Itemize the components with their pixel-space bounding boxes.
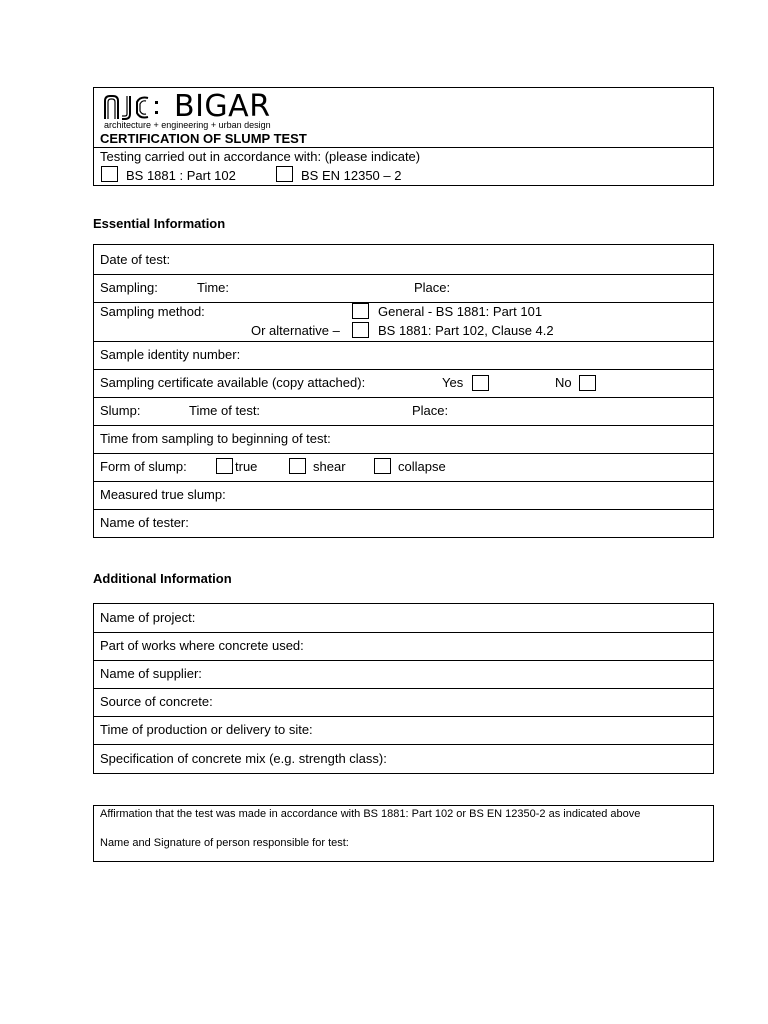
bsen12350-option-label: BS EN 12350 – 2 (301, 168, 402, 183)
form-true-checkbox[interactable] (216, 458, 233, 474)
additional-row-label: Specification of concrete mix (e.g. strength class): (100, 751, 387, 766)
additional-row-label: Time of production or delivery to site: (100, 722, 313, 737)
name-of-tester-label: Name of tester: (100, 515, 189, 530)
time-of-test-label: Time of test: (189, 403, 261, 418)
certificate-no-checkbox[interactable] (579, 375, 596, 391)
slump-label: Slump: (100, 403, 141, 418)
essential-table (93, 244, 714, 538)
form-shear-label: shear (313, 459, 346, 474)
yes-label: Yes (442, 375, 464, 390)
logo-tagline: architecture + engineering + urban design (104, 120, 271, 130)
row-divider (94, 341, 713, 342)
additional-row-label: Part of works where concrete used: (100, 638, 304, 653)
form-shear-checkbox[interactable] (289, 458, 306, 474)
bs1881-option-label: BS 1881 : Part 102 (126, 168, 236, 183)
form-title: CERTIFICATION OF SLUMP TEST (100, 131, 307, 146)
bs1881-checkbox[interactable] (101, 166, 118, 182)
row-divider (94, 369, 713, 370)
additional-heading: Additional Information (93, 571, 232, 586)
slump-place-label: Place: (412, 403, 449, 418)
additional-row-label: Source of concrete: (100, 694, 213, 709)
sampling-method-label: Sampling method: (100, 304, 205, 319)
header-divider (94, 147, 713, 148)
row-divider (94, 632, 713, 633)
essential-heading: Essential Information (93, 216, 226, 231)
certificate-yes-checkbox[interactable] (472, 375, 489, 391)
method-general-label: General - BS 1881: Part 101 (378, 304, 543, 319)
row-divider (94, 397, 713, 398)
testing-standard-label: Testing carried out in accordance with: (please indicate) (100, 149, 421, 164)
row-divider (94, 453, 713, 454)
sampling-place-label: Place: (414, 280, 451, 295)
row-divider (94, 660, 713, 661)
bsen12350-checkbox[interactable] (276, 166, 293, 182)
form-of-slump-label: Form of slump: (100, 459, 187, 474)
row-divider (94, 302, 713, 303)
row-divider (94, 509, 713, 510)
form-true-label: true (235, 459, 258, 474)
row-divider (94, 481, 713, 482)
sampling-time-label: Time: (197, 280, 230, 295)
form-collapse-label: collapse (398, 459, 446, 474)
method-alt-label: BS 1881: Part 102, Clause 4.2 (378, 323, 554, 338)
additional-table (93, 603, 714, 774)
method-alt-checkbox[interactable] (352, 322, 369, 338)
signature-label: Name and Signature of person responsible for test: (100, 837, 349, 849)
logo-wordmark: BIGAR (174, 89, 271, 124)
row-divider (94, 716, 713, 717)
row-divider (94, 274, 713, 275)
sample-identity-label: Sample identity number: (100, 347, 241, 362)
affirmation-statement: Affirmation that the test was made in accordance with BS 1881: Part 102 or BS EN 12350-2 as indicated above (100, 808, 641, 820)
row-divider (94, 688, 713, 689)
row-divider (94, 425, 713, 426)
additional-row-label: Name of supplier: (100, 666, 202, 681)
measured-true-slump-label: Measured true slump: (100, 487, 226, 502)
method-general-checkbox[interactable] (352, 303, 369, 319)
additional-row-label: Name of project: (100, 610, 196, 625)
logo-mark-icon (102, 93, 172, 121)
time-from-sampling-label: Time from sampling to beginning of test: (100, 431, 331, 446)
sampling-label: Sampling: (100, 280, 158, 295)
date-of-test-label: Date of test: (100, 252, 171, 267)
company-logo (102, 91, 292, 131)
affirmation-box (93, 805, 714, 862)
row-divider (94, 744, 713, 745)
or-alternative-label: Or alternative – (251, 323, 340, 338)
sampling-certificate-label: Sampling certificate available (copy attached): (100, 375, 366, 390)
header-box (93, 87, 714, 186)
no-label: No (555, 375, 572, 390)
form-collapse-checkbox[interactable] (374, 458, 391, 474)
